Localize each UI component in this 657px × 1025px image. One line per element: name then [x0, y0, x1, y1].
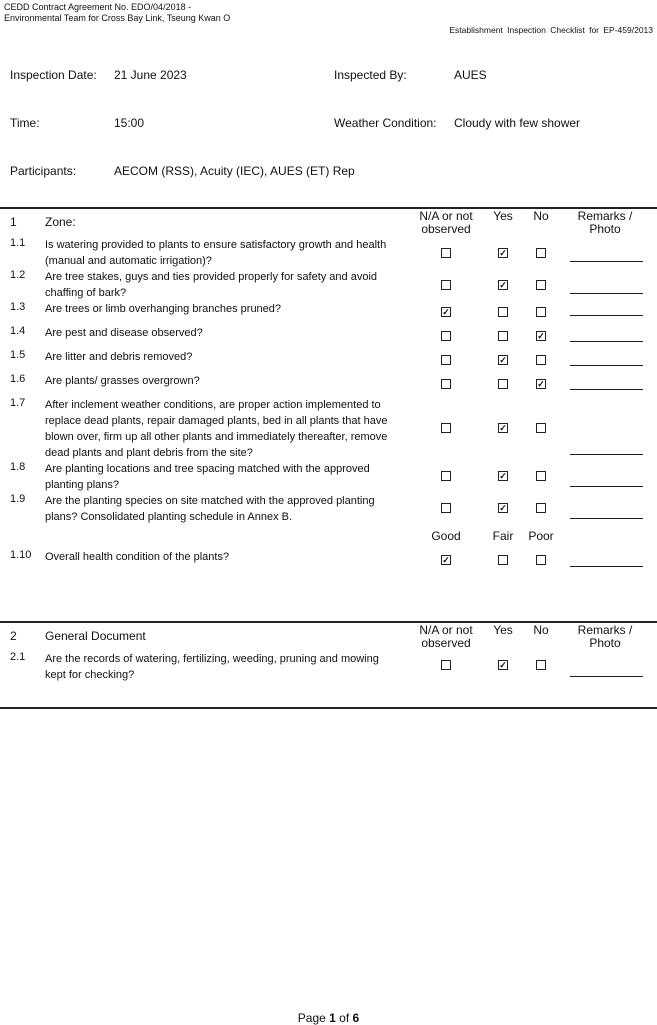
remarks-line[interactable] [570, 566, 643, 567]
col-header-yes: Yes [493, 209, 513, 223]
unchecked-checkbox[interactable] [498, 331, 508, 341]
col-header-na-2: N/A or not observed [419, 623, 473, 650]
unchecked-checkbox[interactable] [441, 331, 451, 341]
contract-line-1: CEDD Contract Agreement No. EDO/04/2018 - [4, 2, 192, 12]
checked-checkbox[interactable]: ✓ [499, 660, 507, 670]
zone-item-number: 1.3 [10, 301, 26, 313]
zone-item-question: Are plants/ grasses overgrown? [45, 375, 200, 387]
unchecked-checkbox[interactable] [536, 248, 546, 258]
zone-item-number: 1.7 [10, 397, 26, 409]
checked-checkbox[interactable]: ✓ [499, 423, 507, 433]
unchecked-checkbox[interactable] [536, 280, 546, 290]
unchecked-checkbox[interactable] [441, 423, 451, 433]
col-header-na: N/A or not observed [419, 209, 473, 236]
page-word: Page [297, 1011, 326, 1025]
contract-header [4, 2, 230, 24]
col-header-fair: Fair [492, 529, 514, 543]
page-number: 1 [329, 1011, 336, 1025]
section-2-bottom-rule [0, 707, 657, 709]
inspection-date-value: 21 June 2023 [114, 68, 187, 82]
zone-item-question: Are trees or limb overhanging branches pruned? [45, 303, 282, 315]
unchecked-checkbox[interactable] [441, 248, 451, 258]
zone-item-question: After inclement weather conditions, are proper action implemented to replace dead plants, repair damaged plants, bed in all plants that have blown over, firm up all other plants and immediately thereafter, remove dead plants and plant debris from the site? [45, 399, 388, 459]
remarks-line[interactable] [570, 365, 643, 366]
time-label: Time: [10, 116, 40, 130]
col-header-no-2: No [533, 623, 549, 637]
unchecked-checkbox[interactable] [536, 660, 546, 670]
checked-checkbox[interactable]: ✓ [499, 280, 507, 290]
unchecked-checkbox[interactable] [441, 471, 451, 481]
unchecked-checkbox[interactable] [441, 355, 451, 365]
unchecked-checkbox[interactable] [441, 379, 451, 389]
unchecked-checkbox[interactable] [498, 307, 508, 317]
checked-checkbox[interactable]: ✓ [537, 331, 545, 341]
col-header-poor: Poor [528, 529, 554, 543]
unchecked-checkbox[interactable] [441, 280, 451, 290]
unchecked-checkbox[interactable] [498, 379, 508, 389]
unchecked-checkbox[interactable] [536, 355, 546, 365]
unchecked-checkbox[interactable] [441, 503, 451, 513]
unchecked-checkbox[interactable] [536, 471, 546, 481]
checked-checkbox[interactable]: ✓ [442, 307, 450, 317]
zone-item-number: 1.8 [10, 461, 26, 473]
zone-item-number: 1.1 [10, 237, 26, 249]
zone-item-question: Are planting locations and tree spacing matched with the approved planting plans? [45, 463, 370, 491]
unchecked-checkbox[interactable] [536, 503, 546, 513]
zone-item-number: 1.9 [10, 493, 26, 505]
section-2-top-rule [0, 621, 657, 623]
remarks-line[interactable] [570, 389, 643, 390]
weather-label: Weather Condition: [334, 116, 437, 130]
zone-item-question: Overall health condition of the plants? [45, 551, 230, 563]
participants-label: Participants: [10, 164, 77, 178]
zone-item-number: 1.10 [10, 549, 32, 561]
section-1-top-rule [0, 207, 657, 209]
zone-item-question: Are the planting species on site matched with the approved planting plans? Consolidated planting schedule in Annex B. [45, 495, 375, 523]
zone-item-number: 1.2 [10, 269, 26, 281]
inspection-date-label: Inspection Date: [10, 68, 97, 82]
unchecked-checkbox[interactable] [536, 423, 546, 433]
col-header-good: Good [431, 529, 461, 543]
remarks-line[interactable] [570, 676, 643, 677]
zone-item-number: 1.4 [10, 325, 26, 337]
page-footer [0, 1011, 657, 1025]
remarks-line[interactable] [570, 518, 643, 519]
checked-checkbox[interactable]: ✓ [499, 248, 507, 258]
zone-item-number: 1.5 [10, 349, 26, 361]
inspected-by-value: AUES [454, 68, 487, 82]
remarks-line[interactable] [570, 261, 643, 262]
page-total: 6 [352, 1011, 360, 1025]
checked-checkbox[interactable]: ✓ [442, 555, 450, 565]
time-value: 15:00 [114, 116, 145, 130]
weather-value: Cloudy with few shower [454, 116, 581, 130]
zone-item-number: 1.6 [10, 373, 26, 385]
zone-item-question: Are pest and disease observed? [45, 327, 203, 339]
checked-checkbox[interactable]: ✓ [537, 379, 545, 389]
document-item-question: Are the records of watering, fertilizing, weeding, pruning and mowing kept for checking? [45, 653, 379, 681]
participants-value: AECOM (RSS), Acuity (IEC), AUES (ET) Rep [114, 164, 355, 178]
col-header-remarks-2: Remarks / Photo [577, 623, 633, 650]
section-1-title: Zone: [45, 215, 76, 229]
checked-checkbox[interactable]: ✓ [499, 471, 507, 481]
zone-item-question: Is watering provided to plants to ensure satisfactory growth and health (manual and automatic irrigation)? [45, 239, 387, 267]
col-header-no: No [533, 209, 549, 223]
col-header-yes-2: Yes [493, 623, 513, 637]
remarks-line[interactable] [570, 293, 643, 294]
checklist-title: Establishment Inspection Checklist for EP-459/2013 [449, 25, 653, 35]
col-header-remarks: Remarks / Photo [577, 209, 633, 236]
checked-checkbox[interactable]: ✓ [499, 503, 507, 513]
remarks-line[interactable] [570, 486, 643, 487]
of-word: of [339, 1011, 350, 1025]
remarks-line[interactable] [570, 341, 643, 342]
unchecked-checkbox[interactable] [441, 660, 451, 670]
zone-item-question: Are tree stakes, guys and ties provided properly for safety and avoid chaffing of bark? [45, 271, 378, 299]
remarks-line[interactable] [570, 454, 643, 455]
inspected-by-label: Inspected By: [334, 68, 407, 82]
contract-line-2: Environmental Team for Cross Bay Link, Tseung Kwan O [4, 13, 231, 23]
section-1-number: 1 [10, 215, 17, 229]
section-2-number: 2 [10, 629, 17, 643]
unchecked-checkbox[interactable] [536, 555, 546, 565]
zone-item-question: Are litter and debris removed? [45, 351, 193, 363]
unchecked-checkbox[interactable] [536, 307, 546, 317]
checked-checkbox[interactable]: ✓ [499, 355, 507, 365]
unchecked-checkbox[interactable] [498, 555, 508, 565]
section-2-title: General Document [45, 629, 146, 643]
remarks-line[interactable] [570, 315, 643, 316]
document-item-number: 2.1 [10, 651, 26, 663]
